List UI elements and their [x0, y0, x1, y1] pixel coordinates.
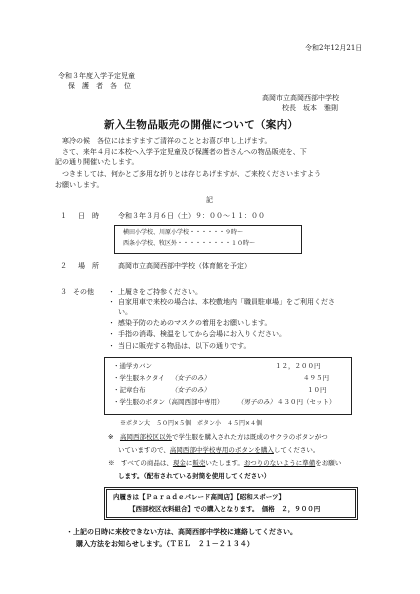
- note-text: してください。: [273, 446, 320, 454]
- purchase-info-box: [106, 489, 356, 518]
- note-text: をお願い: [315, 459, 342, 467]
- note-item: 自家用車で来校の場合は、本校敷地内「職員駐車場」をご利用くださ: [118, 298, 335, 306]
- sender-school: 高岡市立高岡西部中学校: [262, 94, 339, 102]
- item3-number: ３: [60, 288, 67, 296]
- note-emphasis: 販売: [192, 459, 206, 467]
- sender-principal: 校長 坂本 雅則: [282, 104, 338, 112]
- intro-line: 寒冷の候 各位にはますますご清祥のこととお喜び申し上げます。: [62, 137, 272, 145]
- recipient-line-1: 令和３年度入学予定児童: [58, 72, 135, 80]
- goods-note: （女子のみ）: [171, 374, 210, 382]
- goods-name: ・学生服ネクタイ: [113, 374, 165, 382]
- intro-line: つきましては、何かとご多用な折りとは存じあげますが、ご来校くださいますよう: [62, 170, 321, 178]
- purchase-info-line: 【西部校区衣料組合】での購入となります。 価格 ２，９００円: [129, 505, 321, 513]
- note-text: で学生服を購入された方は既成のサクラのボタンがつ: [171, 433, 328, 441]
- note-emphasis: 現金: [172, 459, 186, 467]
- goods-price: ４９５円: [303, 374, 329, 382]
- bullet-icon: ・: [108, 330, 115, 338]
- bullet-icon: ・: [108, 298, 115, 306]
- item2-location: 高岡市立高岡西部中学校（体育館を予定）: [118, 262, 251, 270]
- goods-note: （女子のみ）: [171, 386, 210, 394]
- note-text: します。（配布されている封筒を使用してください）: [118, 472, 271, 480]
- schedule-line: 西条小学校、牧区外・・・・・・・・・１０時～: [123, 240, 256, 247]
- intro-line: お願いします。: [55, 181, 104, 189]
- note-item: 上履きをご持参ください。: [118, 288, 202, 296]
- bullet-icon: ・: [108, 319, 115, 327]
- goods-name: ・通学カバン: [113, 362, 152, 370]
- goods-name: ・記章台布: [113, 386, 146, 394]
- button-detail: ※ボタン大 ５０円×５個 ボタン小 ４５円×４個: [120, 420, 263, 427]
- recipient-line-2: 保 護 者 各 位: [68, 82, 131, 90]
- intro-line: 記の通り開催いたします。: [55, 158, 139, 166]
- item3-label: その他: [73, 288, 94, 296]
- note-item: 手指の消毒、検温をしてから会場にお入りください。: [118, 330, 286, 338]
- note-emphasis: 高岡西部中学校専用のボタンを購入: [169, 446, 274, 454]
- note-emphasis: おつりのないように準備: [243, 459, 316, 467]
- note-text: に: [185, 459, 193, 467]
- item1-label: 日 時: [78, 212, 99, 220]
- goods-note: （男子のみ）: [237, 398, 276, 406]
- bullet-icon: ・: [108, 288, 115, 296]
- item2-number: ２: [60, 262, 67, 270]
- note-item: 当日に販売する物品は、以下の通りです。: [118, 342, 251, 350]
- document-title: 新入生物品販売の開催について（案内）: [104, 119, 299, 131]
- footer-line: ・上記の日時に来校できない方は、高岡西部中学校に連絡してください。: [66, 527, 297, 536]
- schedule-box: [114, 225, 302, 254]
- goods-name: ・学生服のボタン（高岡西部中専用）: [113, 398, 224, 406]
- bullet-icon: ・: [108, 342, 115, 350]
- item1-number: １: [60, 212, 67, 220]
- item2-label: 場 所: [78, 262, 99, 270]
- intro-line: さて、来年４月に本校へ入学予定児童及び保護者の皆さんへの物品販売を、下: [62, 148, 307, 156]
- note-text: いたします。: [205, 459, 244, 467]
- note-emphasis: 高岡西部校区以外: [119, 433, 172, 441]
- item1-datetime: 令和３年３月６日（土）９：００～１１：００: [118, 212, 265, 220]
- goods-list-box: [104, 357, 352, 415]
- ki-marker: 記: [206, 196, 213, 204]
- note-text: ※ すべての商品は、: [108, 459, 173, 467]
- schedule-line: 横田小学校、川原小学校・・・・・・９時～: [123, 229, 244, 236]
- goods-price: １２，２００円: [275, 362, 321, 370]
- goods-price: ４３０円（セット）: [277, 398, 336, 406]
- goods-price: １０円: [307, 386, 327, 394]
- note-text: いていますので、: [118, 446, 170, 454]
- purchase-info-line: 内履きは【Ｐａｒａｄｅパレード高岡店】【昭和スポーツ】: [113, 493, 285, 501]
- footer-line: 購入方法をお知らせします。（ＴＥＬ ２１－２１３４）: [76, 539, 254, 548]
- note-item: い。: [118, 308, 132, 316]
- document-date: 令和2年12月21日: [305, 44, 363, 52]
- note-text: ※: [108, 433, 120, 441]
- note-item: 感染予防のためのマスクの着用をお願いします。: [118, 319, 272, 327]
